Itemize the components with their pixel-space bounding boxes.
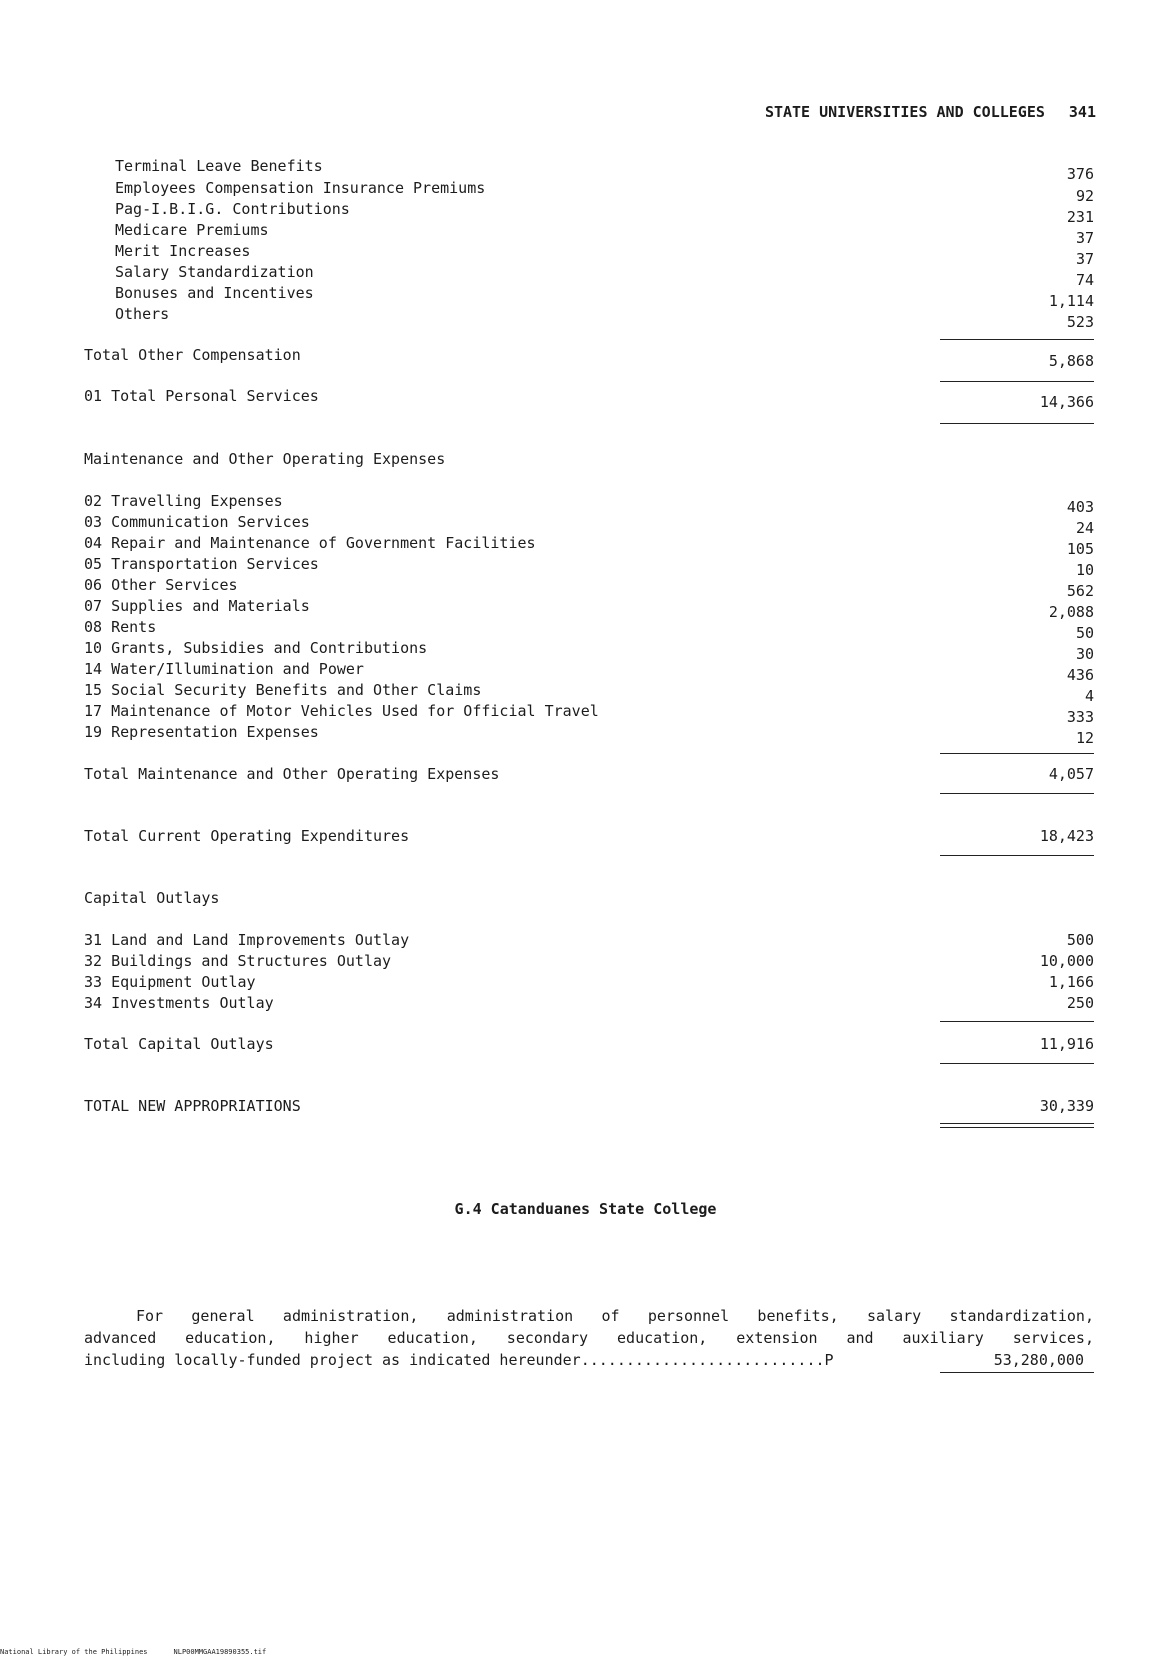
mooe-row: [0, 616, 1171, 642]
footer-library: National Library of the Philippines: [0, 1648, 148, 1656]
mooe-row-amount: 105: [1066, 540, 1094, 558]
other-compensation-row-label: Bonuses and Incentives: [115, 284, 314, 302]
capital-row-label: 33 Equipment Outlay: [84, 973, 256, 991]
total-current-operating-label: Total Current Operating Expenditures: [84, 827, 410, 845]
total-capital-outlays-amount: 11,916: [1039, 1035, 1094, 1053]
grand-total-double-rule: [940, 1123, 1094, 1128]
total-current-operating: [0, 825, 1171, 847]
other-compensation-row-amount: 37: [1075, 250, 1094, 268]
total-mooe-amount: 4,057: [1048, 765, 1094, 783]
total-new-appropriations: [0, 1095, 1171, 1117]
capital-row-amount: 250: [1066, 994, 1094, 1012]
total-rule: [940, 855, 1094, 856]
mooe-row: [0, 700, 1171, 726]
other-compensation-row-amount: 376: [1066, 165, 1094, 183]
other-compensation-row-label: Medicare Premiums: [115, 221, 269, 239]
total-mooe: [0, 763, 1171, 785]
other-compensation-row: [0, 219, 1171, 247]
total-rule: [940, 423, 1094, 424]
mooe-row-label: 04 Repair and Maintenance of Government Facilities: [84, 534, 536, 552]
mooe-row-label: 07 Supplies and Materials: [84, 597, 310, 615]
mooe-row-label: 06 Other Services: [84, 576, 238, 594]
total-personal-services-amount: 14,366: [1039, 393, 1094, 411]
mooe-row: [0, 490, 1171, 516]
section-title: G.4 Catanduanes State College: [454, 1200, 717, 1218]
mooe-row-label: 19 Representation Expenses: [84, 723, 319, 741]
paragraph-line-2: advanced education, higher education, secondary education, extension and auxiliary services,: [84, 1329, 1094, 1347]
capital-row-label: 31 Land and Land Improvements Outlay: [84, 931, 410, 949]
capital-heading: [0, 887, 1171, 909]
mooe-row-label: 08 Rents: [84, 618, 157, 636]
capital-row-amount: 10,000: [1039, 952, 1094, 970]
mooe-row-amount: 50: [1075, 624, 1094, 642]
total-capital-outlays-label: Total Capital Outlays: [84, 1035, 274, 1053]
other-compensation-row-label: Terminal Leave Benefits: [115, 157, 323, 175]
capital-heading-label: Capital Outlays: [84, 889, 220, 907]
total-other-compensation-amount: 5,868: [1048, 352, 1094, 370]
other-compensation-row-label: Pag-I.B.I.G. Contributions: [115, 200, 350, 218]
page-header: [765, 103, 1096, 121]
other-compensation-row-amount: 37: [1075, 229, 1094, 247]
mooe-row-label: 10 Grants, Subsidies and Contributions: [84, 639, 428, 657]
total-current-operating-amount: 18,423: [1039, 827, 1094, 845]
mooe-row-amount: 2,088: [1048, 603, 1094, 621]
mooe-row-amount: 12: [1075, 729, 1094, 747]
mooe-row-label: 03 Communication Services: [84, 513, 310, 531]
capital-row-label: 34 Investments Outlay: [84, 994, 274, 1012]
header-title: STATE UNIVERSITIES AND COLLEGES: [764, 103, 1045, 121]
other-compensation-row-amount: 231: [1066, 208, 1094, 226]
mooe-row: [0, 595, 1171, 621]
total-other-compensation-label: Total Other Compensation: [84, 346, 301, 364]
other-compensation-row-amount: 92: [1075, 187, 1094, 205]
footer: [0, 1648, 266, 1656]
total-capital-outlays: [0, 1033, 1171, 1055]
mooe-row-amount: 24: [1075, 519, 1094, 537]
other-compensation-row: [0, 240, 1171, 268]
mooe-row: [0, 658, 1171, 684]
section-paragraph: [84, 1305, 1094, 1371]
total-new-appropriations-label: TOTAL NEW APPROPRIATIONS: [84, 1097, 301, 1115]
other-compensation-row: [0, 261, 1171, 289]
capital-row-amount: 500: [1066, 931, 1094, 949]
total-personal-services-label: 01 Total Personal Services: [84, 387, 319, 405]
other-compensation-row-label: Salary Standardization: [115, 263, 314, 281]
capital-row: [0, 950, 1171, 972]
total-rule: [940, 1063, 1094, 1064]
total-rule: [940, 753, 1094, 754]
total-personal-services: [0, 385, 1171, 411]
other-compensation-row-label: Others: [115, 305, 170, 323]
capital-row-amount: 1,166: [1048, 973, 1094, 991]
capital-row: [0, 992, 1171, 1014]
section-amount: 53,280,000: [993, 1351, 1084, 1369]
mooe-row-label: 14 Water/Illumination and Power: [84, 660, 364, 678]
total-rule: [940, 1021, 1094, 1022]
total-rule: [940, 339, 1094, 340]
other-compensation-row-label: Merit Increases: [115, 242, 251, 260]
paragraph-line-1: For general administration, administration of personnel benefits, salary standardization,: [136, 1307, 1094, 1325]
mooe-row-amount: 30: [1075, 645, 1094, 663]
paragraph-line-3: including locally-funded project as indicated hereunder...........................P: [84, 1351, 834, 1369]
other-compensation-row-amount: 1,114: [1048, 292, 1094, 310]
other-compensation-row: [0, 282, 1171, 310]
other-compensation-row-amount: 523: [1066, 313, 1094, 331]
mooe-row-amount: 562: [1066, 582, 1094, 600]
total-rule: [940, 793, 1094, 794]
paragraph-line-3-row: [84, 1349, 1094, 1371]
mooe-row: [0, 532, 1171, 558]
mooe-row: [0, 721, 1171, 747]
total-mooe-label: Total Maintenance and Other Operating Expenses: [84, 765, 500, 783]
other-compensation-row: [0, 155, 1171, 183]
mooe-heading: [0, 448, 1171, 470]
mooe-row: [0, 511, 1171, 537]
other-compensation-row-amount: 74: [1075, 271, 1094, 289]
footer-file: NLP00MMGAA19890355.tif: [173, 1648, 267, 1656]
mooe-row: [0, 553, 1171, 579]
total-other-compensation: [0, 344, 1171, 370]
mooe-row-amount: 436: [1066, 666, 1094, 684]
other-compensation-row: [0, 303, 1171, 331]
page-number: 341: [1068, 103, 1096, 121]
mooe-heading-label: Maintenance and Other Operating Expenses: [84, 450, 446, 468]
mooe-row-label: 17 Maintenance of Motor Vehicles Used for Official Travel: [84, 702, 599, 720]
other-compensation-row: [0, 177, 1171, 205]
mooe-row: [0, 637, 1171, 663]
other-compensation-row-label: Employees Compensation Insurance Premiums: [115, 179, 486, 197]
capital-row: [0, 929, 1171, 951]
mooe-row-amount: 4: [1084, 687, 1094, 705]
mooe-row-label: 05 Transportation Services: [84, 555, 319, 573]
total-rule: [940, 381, 1094, 382]
mooe-row-amount: 10: [1075, 561, 1094, 579]
mooe-row-label: 15 Social Security Benefits and Other Claims: [84, 681, 482, 699]
mooe-row-amount: 403: [1066, 498, 1094, 516]
mooe-row: [0, 574, 1171, 600]
other-compensation-row: [0, 198, 1171, 226]
total-new-appropriations-amount: 30,339: [1039, 1097, 1094, 1115]
capital-row: [0, 971, 1171, 993]
capital-row-label: 32 Buildings and Structures Outlay: [84, 952, 392, 970]
mooe-row-label: 02 Travelling Expenses: [84, 492, 283, 510]
section-amount-rule: [940, 1372, 1094, 1373]
mooe-row: [0, 679, 1171, 705]
mooe-row-amount: 333: [1066, 708, 1094, 726]
